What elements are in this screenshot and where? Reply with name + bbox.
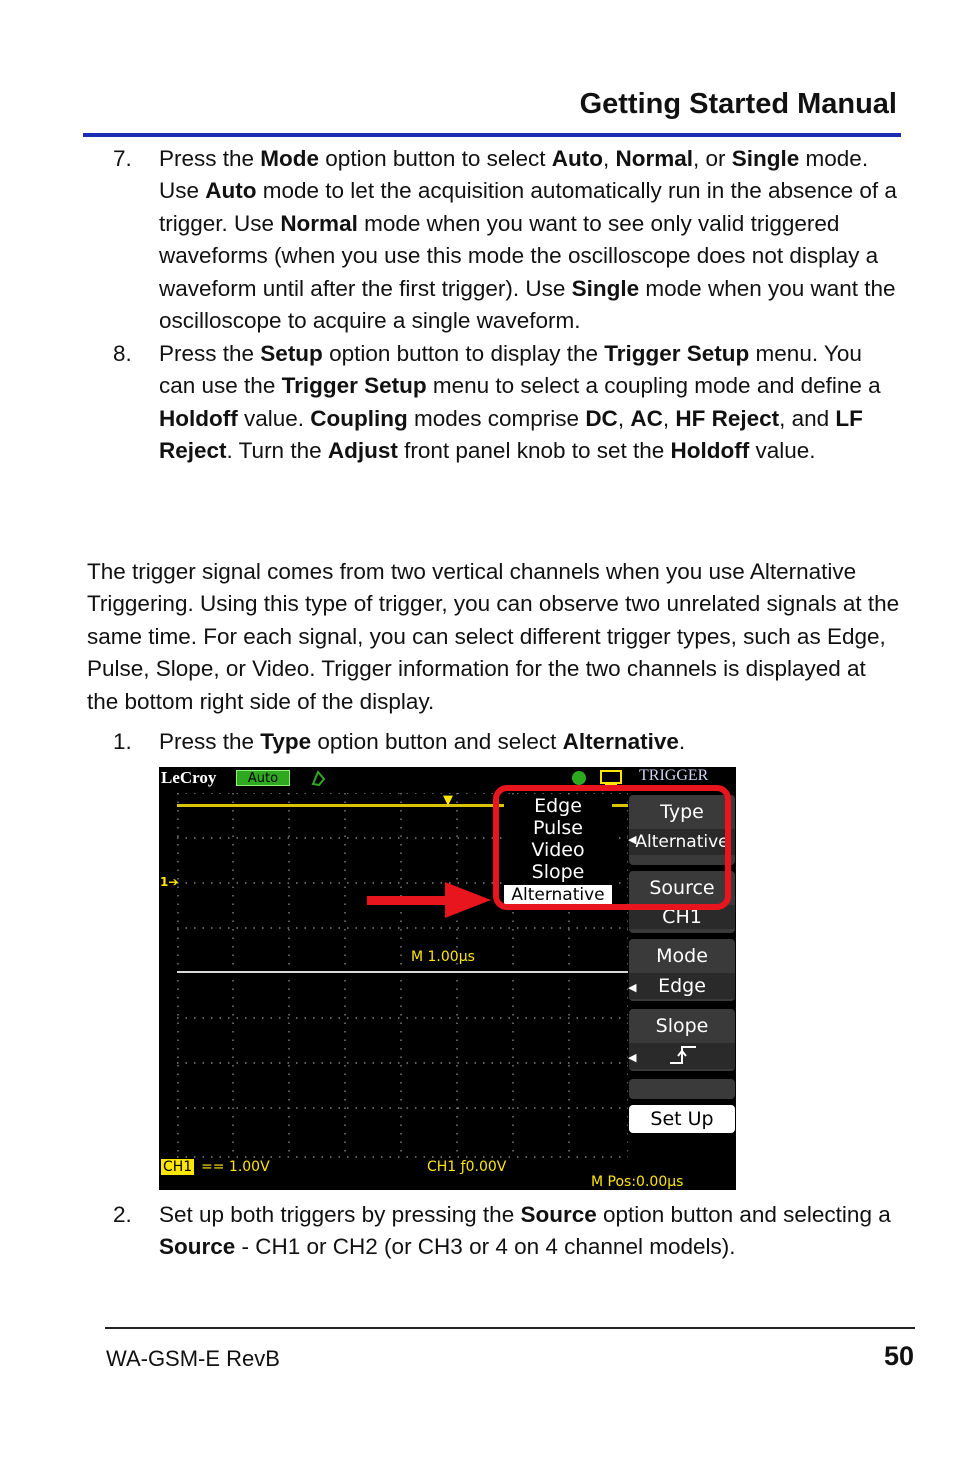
left-arrow-icon: ◀ [628,981,637,994]
slope-label: Slope [655,1015,709,1037]
bold-term: Adjust [327,438,398,464]
bold-term: Normal [280,210,358,236]
trigger-position-marker-icon: ▼ [443,793,453,808]
step-text [159,143,903,337]
trigger-menu-title: TRIGGER [639,767,709,784]
step-text [159,1199,903,1264]
bold-term: AC [630,405,663,431]
bold-term: Setup [260,341,323,366]
trigger-status-icon [309,769,327,787]
ch1-volts-per-div: == 1.00V [201,1159,270,1175]
mode-value: Edge [629,973,735,999]
text-run: option button and select [311,729,563,754]
text-run: , [602,146,616,171]
text-run: option button to display the [322,341,605,366]
footer-rule [105,1327,915,1329]
text-run: mode to let the acquisition automatically run in the absence of a trigger. Use [159,178,897,236]
bold-term: Coupling [310,405,408,431]
setup-softkey[interactable] [629,1105,735,1133]
mode-softkey[interactable] [629,939,735,1001]
footer-doc-id: WA-GSM-E RevB [106,1346,280,1371]
lecroy-logo: LeCroy [161,768,217,787]
bold-term: Trigger Setup [281,373,427,399]
text-run: menu to select a coupling mode and define a [426,373,881,399]
bold-term: Alternative [562,729,679,754]
text-run: menu. You can use the [159,341,862,399]
rising-edge-icon [629,1043,735,1069]
center-horizontal-line [177,971,629,973]
text-run: option button and selecting a [596,1202,891,1227]
source-label: Source [649,877,715,899]
step-number: 7. [113,146,132,171]
bold-term: Trigger Setup [604,341,750,366]
text-run: . Turn the [226,438,328,464]
mode-label: Mode [656,945,708,967]
text-run: , [662,405,676,431]
text-run: mode. Use [159,146,869,204]
type-label: Type [660,801,704,823]
bold-term: Single [571,275,640,301]
type-option-edge[interactable]: Edge [534,795,582,817]
bold-term: Single [731,146,800,171]
step-text [159,338,903,468]
text-run: modes comprise [407,405,586,431]
red-arrow-icon [367,880,497,920]
text-run: Press the [159,146,261,171]
bold-term: Source [520,1202,597,1227]
header-rule [83,133,901,137]
text-run: front panel knob to set the [397,438,671,464]
bold-term: LF Reject [159,405,863,464]
bold-term: Holdoff [670,438,750,464]
text-run: value. [237,405,311,431]
text-run: value. [749,438,816,464]
page-number: 50 [883,1341,914,1371]
channel-1-marker: 1➔ [160,875,179,889]
type-option-alternative[interactable]: Alternative [504,885,612,905]
bold-term: Mode [260,146,320,171]
list-item-step-8 [113,338,903,468]
blank-softkey[interactable] [629,1079,735,1099]
page-header-title: Getting Started Manual [579,88,897,120]
text-run: , or [693,146,732,171]
step-number: 2. [113,1202,132,1227]
bold-term: HF Reject [675,405,780,431]
list-item-step-1 [113,726,903,758]
text-run: . [678,729,686,754]
text-run: option button to select [319,146,552,171]
timebase-readout: M 1.00μs [411,949,475,965]
source-value: CH1 [629,905,735,929]
type-option-pulse[interactable]: Pulse [532,817,584,839]
bold-term: Auto [205,178,257,204]
step-number: 1. [113,729,132,754]
text-run: mode when you want to see only valid triggered waveforms (when you use this mode the oscilloscope does not display a waveform until after the first trigger). Use [159,210,879,301]
step-text [159,726,903,758]
setup-label: Set Up [650,1108,714,1130]
acquisition-mode-badge: Auto [236,770,290,786]
step-number: 8. [113,341,132,366]
slope-softkey[interactable] [629,1009,735,1071]
bold-term: Source [159,1234,236,1260]
trigger-level-readout: CH1 ƒ0.00V [427,1159,507,1175]
ch1-tag: CH1 [163,1159,193,1175]
bold-term: Auto [551,146,603,171]
text-run: Press the [159,729,261,754]
bold-term: DC [585,405,618,431]
highlight-box [493,785,731,910]
left-arrow-icon: ◀ [628,1051,637,1064]
text-run: mode when you want the oscilloscope to acquire a single waveform. [159,275,896,334]
left-arrow-icon: ◀ [628,833,637,846]
text-run: , and [779,405,836,431]
bold-term: Holdoff [159,405,238,431]
text-run: , [617,405,631,431]
text-run: Press the [159,341,261,366]
text-run: - CH1 or CH2 (or CH3 or 4 on 4 channel models). [235,1234,736,1260]
list-item-step-2 [113,1199,903,1264]
type-value: Alternative [629,829,735,855]
horizontal-position-readout: M Pos:0.00μs [591,1174,684,1190]
scope-bottom-status [159,1158,736,1190]
type-option-video[interactable]: Video [531,839,585,861]
bold-term: Type [260,729,312,754]
body-paragraph: The trigger signal comes from two vertical channels when you use Alternative Triggering. Using this type of trigger, you can observe two unrelated signals at the same time. For each signal, you can select different trigger types, such as Edge, Pulse, Slope, or Video. Trigger information for the two channels is displayed at the bottom right side of the display. [87,559,900,714]
type-option-slope[interactable]: Slope [531,861,585,883]
oscilloscope-screenshot [159,767,736,1190]
bold-term: Normal [615,146,693,171]
text-run: Set up both triggers by pressing the [159,1202,521,1227]
list-item-step-7 [113,143,903,337]
